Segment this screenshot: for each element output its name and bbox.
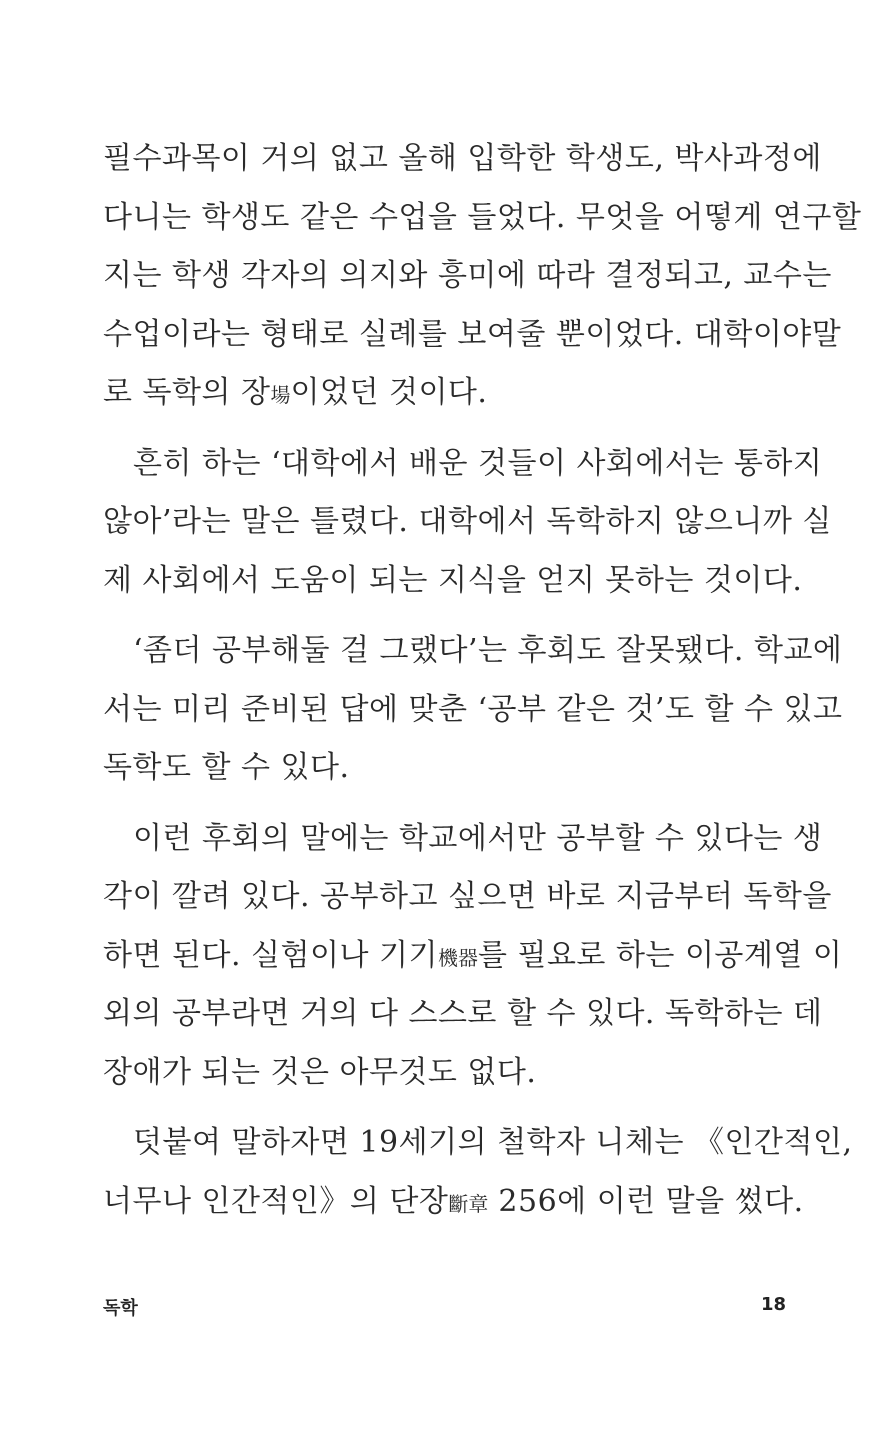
text-line: 각이 깔려 있다. 공부하고 싶으면 바로 지금부터 독학을: [103, 879, 832, 914]
paragraph-4: [103, 810, 843, 1103]
text-line: 수업이라는 형태로 실례를 보여줄 뿐이었다. 대학이야말: [103, 316, 842, 352]
body-text: [103, 130, 862, 1243]
text-segment: 하면 된다. 실험이나 기기: [103, 937, 438, 973]
hanja-annotation: 場: [270, 383, 291, 407]
text-line: 지는 학생 각자의 의지와 흥미에 따라 결정되고, 교수는: [103, 258, 832, 293]
running-footer-title: 독학: [103, 1298, 138, 1319]
text-segment: 를 필요로 하는 이공계열 이: [477, 937, 843, 973]
hanja-annotation: 斷章: [448, 1191, 489, 1216]
paragraph-1: [103, 130, 862, 423]
text-line: 필수과목이 거의 없고 올해 입학한 학생도, 박사과정에: [103, 141, 822, 176]
text-line: 덧붙여 말하자면 19세기의 철학자 니체는 《인간적인,: [133, 1125, 853, 1160]
paragraph-3: [103, 622, 843, 798]
paragraph-2: [103, 435, 832, 611]
text-line: 서는 미리 준비된 답에 맞춘 ‘공부 같은 것’도 할 수 있고: [103, 691, 843, 727]
hanja-annotation: 機器: [437, 945, 478, 970]
text-segment: 256에 이런 말을 썼다.: [488, 1183, 804, 1219]
text-line: 장애가 되는 것은 아무것도 없다.: [103, 1054, 537, 1090]
text-line: [103, 927, 843, 986]
text-line: ‘좀더 공부해둘 걸 그랬다’는 후회도 잘못됐다. 학교에: [133, 633, 843, 668]
text-line: 않아’라는 말은 틀렸다. 대학에서 독학하지 않으니까 실: [103, 504, 832, 539]
text-line: 외의 공부라면 거의 다 스스로 할 수 있다. 독학하는 데: [103, 996, 823, 1031]
page-number: 18: [760, 1294, 786, 1315]
paragraph-5: [103, 1114, 853, 1231]
text-line: 이런 후회의 말에는 학교에서만 공부할 수 있다는 생: [133, 820, 823, 856]
text-line: 흔히 하는 ‘대학에서 배운 것들이 사회에서는 통하지: [133, 445, 823, 481]
text-line: 독학도 할 수 있다.: [103, 750, 350, 785]
text-line: [103, 364, 789, 423]
text-segment: 너무나 인간적인》의 단장: [103, 1183, 449, 1219]
text-line: 제 사회에서 도움이 되는 지식을 얻지 못하는 것이다.: [103, 562, 803, 598]
text-line: 다니는 학생도 같은 수업을 들었다. 무엇을 어떻게 연구할: [103, 199, 862, 235]
text-segment: 이었던 것이다.: [290, 375, 488, 410]
text-segment: 로 독학의 장: [103, 375, 271, 410]
text-line: [103, 1173, 804, 1232]
